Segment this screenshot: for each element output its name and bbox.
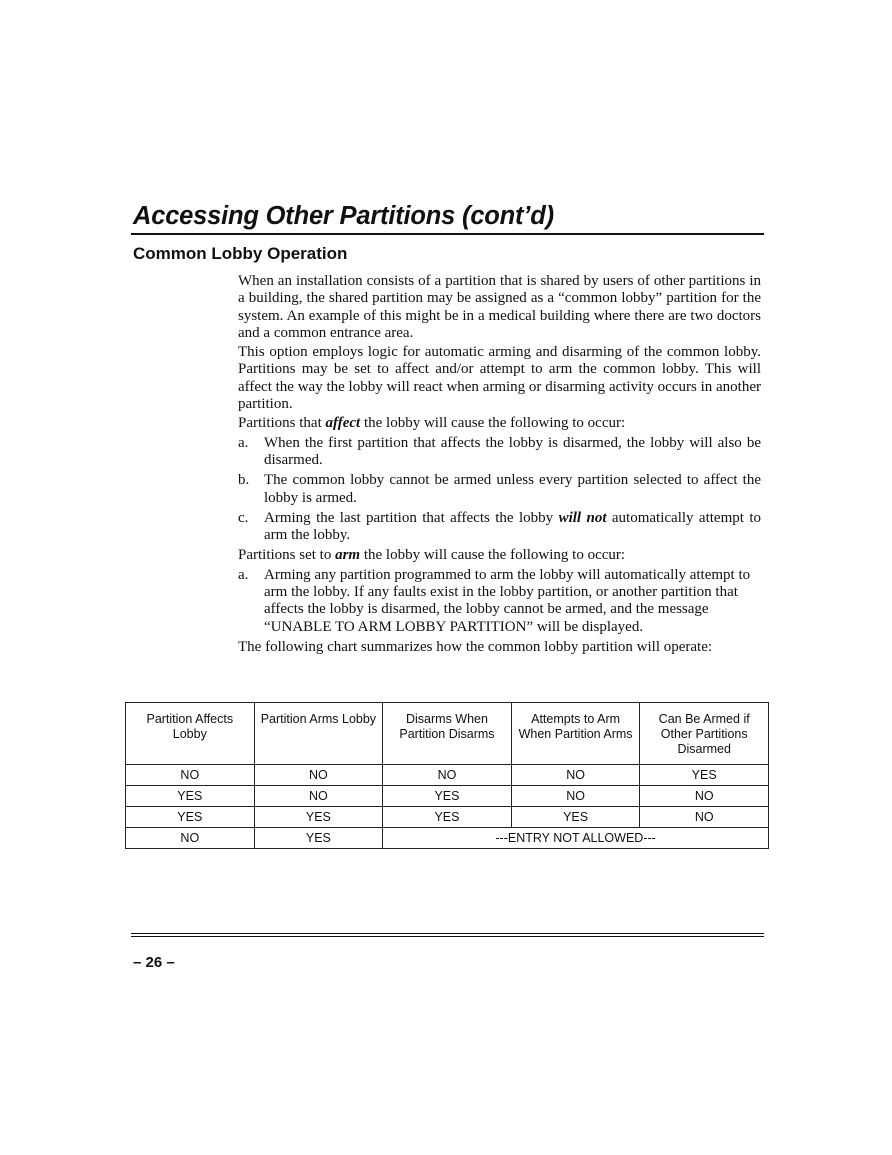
body-text — [238, 273, 761, 658]
lobby-summary-table — [125, 702, 769, 849]
chart-intro: The following chart summarizes how the common lobby partition will operate: — [238, 638, 713, 655]
section-heading: Common Lobby Operation — [133, 244, 348, 263]
paragraph-logic: This option employs logic for automatic arming and disarming of the common lobby. Partitions may be set to affect and/or attempt to arm the common lobby. This will affect the way the lobby will react when arming or disarming activity occurs in another partition. — [238, 344, 761, 413]
list-item-text — [264, 510, 761, 545]
paragraph-intro: When an installation consists of a partition that is shared by users of other partitions in a building, the shared partition may be assigned as a “common lobby” partition for the system. An example of this might be in a medical building where there are two doctors and a common entrance area. — [238, 273, 761, 341]
page-number: – 26 – — [133, 954, 175, 971]
table-cell: YES — [254, 828, 383, 849]
table-cell: NO — [383, 765, 512, 786]
arm-emphasis: arm — [335, 547, 361, 564]
will-not-emphasis: will not — [558, 509, 607, 526]
affect-intro-before: Partitions that — [238, 415, 326, 432]
table-cell: YES — [383, 786, 512, 807]
list-item — [238, 567, 761, 636]
column-header: Partition Arms Lobby — [254, 703, 383, 765]
table-row — [126, 807, 769, 828]
affect-list — [238, 435, 761, 545]
list-marker: a. — [238, 434, 249, 451]
list-item-text: When the first partition that affects the lobby is disarmed, the lobby will also be disarmed. — [264, 434, 761, 468]
affect-intro — [238, 415, 761, 432]
list-marker: a. — [238, 566, 249, 583]
column-header: Can Be Armed if Other Partitions Disarmed — [640, 703, 769, 765]
title-divider — [131, 233, 764, 235]
column-header: Disarms When Partition Disarms — [383, 703, 512, 765]
affect-emphasis: affect — [325, 415, 361, 432]
table-row — [126, 786, 769, 807]
arm-list — [238, 567, 761, 636]
table-cell: NO — [126, 828, 255, 849]
table-cell: YES — [640, 765, 769, 786]
table-cell: NO — [511, 786, 640, 807]
table-row — [126, 765, 769, 786]
list-item-text-after: automatically attempt to arm the lobby. — [264, 509, 761, 544]
table-cell: NO — [511, 765, 640, 786]
list-marker: b. — [238, 472, 250, 489]
table-header-row — [126, 703, 769, 765]
table-cell: NO — [640, 807, 769, 828]
table-row — [126, 828, 769, 849]
list-item — [238, 435, 761, 470]
arm-intro-before: Partitions set to — [238, 547, 336, 564]
affect-intro-after: the lobby will cause the following to occur: — [360, 415, 626, 432]
footer-divider — [131, 933, 764, 934]
page-title: Accessing Other Partitions (cont’d) — [133, 202, 554, 230]
list-item-text-before: Arming the last partition that affects the lobby — [264, 509, 559, 526]
list-item — [238, 472, 761, 507]
entry-not-allowed-cell: ---ENTRY NOT ALLOWED--- — [383, 828, 769, 849]
table-cell: NO — [254, 765, 383, 786]
table-cell: NO — [254, 786, 383, 807]
arm-intro — [238, 547, 761, 564]
column-header: Attempts to Arm When Partition Arms — [511, 703, 640, 765]
table-cell: YES — [511, 807, 640, 828]
list-item-text: Arming any partition programmed to arm the lobby will automatically attempt to arm the lobby. If any faults exist in the lobby partition, or another partition that affects the lobby is disarmed, the lobby cannot be armed, and the message “UNABLE TO ARM LOBBY PARTITION” will be displayed. — [264, 566, 751, 635]
table-cell: YES — [254, 807, 383, 828]
footer-divider — [131, 936, 764, 937]
table-cell: YES — [126, 786, 255, 807]
table-cell: NO — [126, 765, 255, 786]
column-header: Partition Affects Lobby — [126, 703, 255, 765]
list-item-text: The common lobby cannot be armed unless every partition selected to affect the lobby is armed. — [264, 472, 761, 506]
table-cell: YES — [126, 807, 255, 828]
list-item — [238, 510, 761, 545]
arm-intro-after: the lobby will cause the following to occur: — [360, 547, 626, 564]
table-cell: YES — [383, 807, 512, 828]
list-marker: c. — [238, 509, 249, 526]
table-cell: NO — [640, 786, 769, 807]
